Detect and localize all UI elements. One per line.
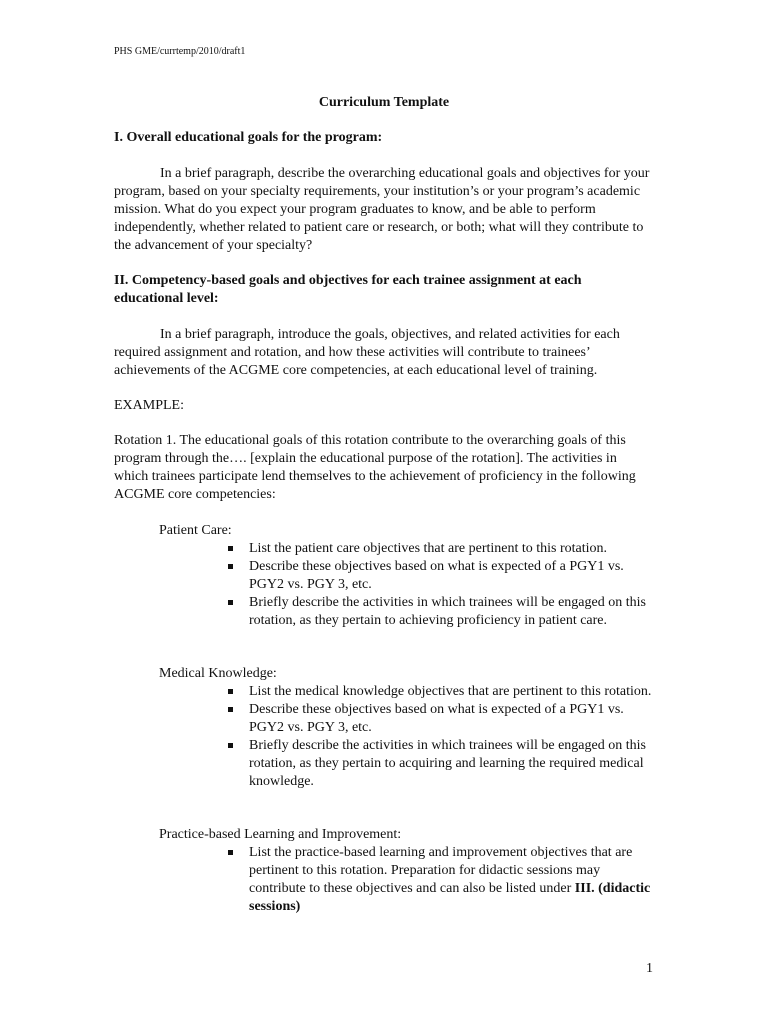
list-item-text: Describe these objectives based on what is expected of a PGY1 vs. PGY2 vs. PGY 3, etc. [249,702,624,735]
list-item [228,844,658,916]
list-item-text: Describe these objectives based on what is expected of a PGY1 vs. PGY2 vs. PGY 3, etc. [249,559,624,592]
medical-knowledge-list [228,683,658,791]
bullet-icon [228,600,233,605]
document-title: Curriculum Template [318,95,450,110]
bullet-icon [228,564,233,569]
practice-based-label: Practice-based Learning and Improvement: [159,827,402,842]
example-label: EXAMPLE: [114,398,184,413]
bullet-icon [228,707,233,712]
bullet-icon [228,743,233,748]
section-2-heading: II. Competency-based goals and objectives for each trainee assignment at each educational level: [114,273,582,306]
page-number: 1 [646,961,653,976]
list-item [228,558,658,594]
section-1-heading: I. Overall educational goals for the program: [114,130,383,145]
list-item [228,701,658,737]
practice-based-list [228,844,658,916]
list-item-text: Briefly describe the activities in which trainees will be engaged on this rotation, as they pertain to achieving proficiency in patient care. [249,595,646,628]
list-item-text: List the medical knowledge objectives that are pertinent to this rotation. [249,684,652,699]
bullet-icon [228,689,233,694]
list-item-text: List the practice-based learning and improvement objectives that are pertinent to this rotation. Preparation for didactic sessions may contribute to these objectives and can also be listed under [249,845,633,896]
list-item-text: Briefly describe the activities in which trainees will be engaged on this rotation, as they pertain to acquiring and learning the required medical knowledge. [249,738,646,789]
bullet-icon [228,850,233,855]
medical-knowledge-label: Medical Knowledge: [159,666,277,681]
patient-care-list [228,540,658,630]
list-item [228,594,658,630]
rotation-paragraph: Rotation 1. The educational goals of this rotation contribute to the overarching goals of this program through the…. [explain the educational purpose of the rotation]. The activities in which trainees participate lend themselves to the achievement of proficiency in the following ACGME core competencies: [114,433,636,502]
patient-care-label: Patient Care: [159,523,232,538]
didactic-sessions-reference: III. (didactic sessions) [249,881,651,914]
list-item [228,683,658,701]
section-1-paragraph: In a brief paragraph, describe the overarching educational goals and objectives for your program, based on your specialty requirements, your institution’s or your program’s academic mission. What do you expect your program graduates to know, and be able to perform independently, whether related to patient care or research, or both; what will they contribute to the advancement of your specialty? [114,166,650,253]
section-2-paragraph: In a brief paragraph, introduce the goals, objectives, and related activities for each required assignment and rotation, and how these activities will contribute to trainees’ achievements of the ACGME core competencies, at each educational level of training. [114,327,620,378]
header-path: PHS GME/currtemp/2010/draft1 [114,46,246,57]
list-item-text: List the patient care objectives that are pertinent to this rotation. [249,541,608,556]
list-item [228,540,658,558]
list-item [228,737,658,791]
bullet-icon [228,546,233,551]
